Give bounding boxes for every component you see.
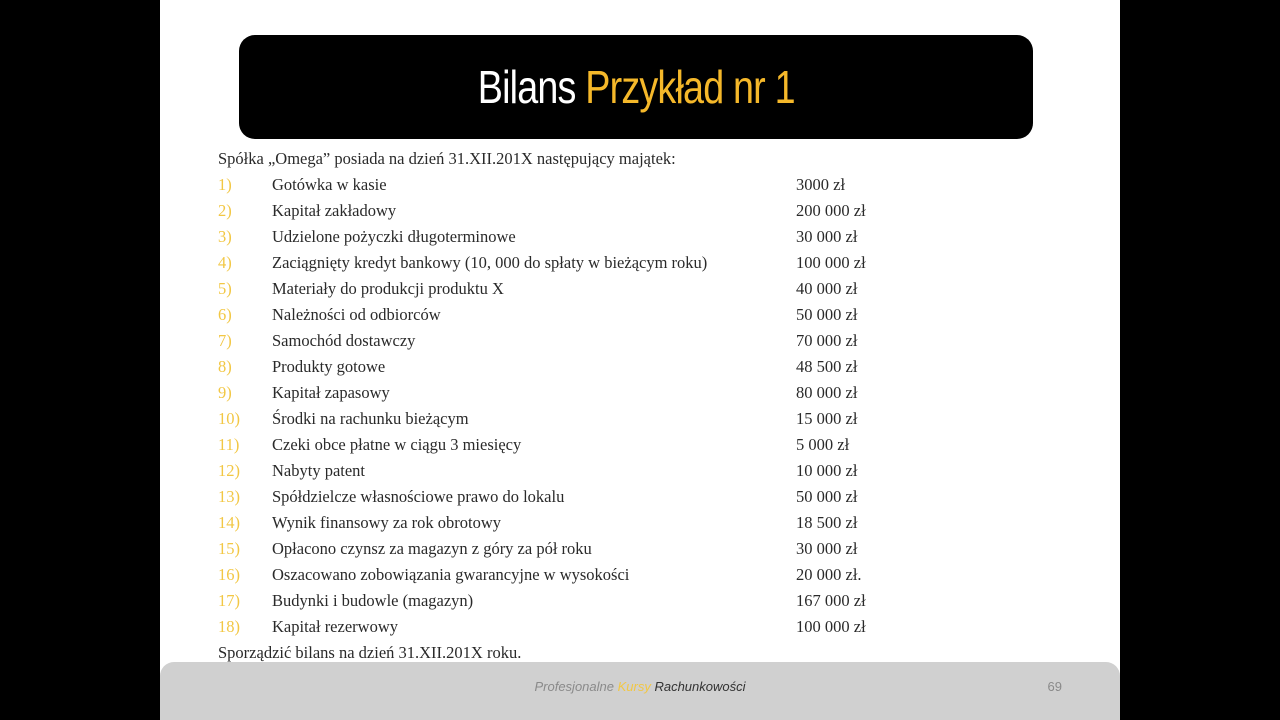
item-number: 7) bbox=[218, 331, 232, 350]
item-number: 1) bbox=[218, 175, 232, 194]
list-item bbox=[218, 224, 1078, 250]
item-value: 40 000 zł bbox=[796, 279, 858, 298]
list-item bbox=[218, 276, 1078, 302]
item-number: 3) bbox=[218, 227, 232, 246]
list-item bbox=[218, 562, 1078, 588]
item-label: Nabyty patent bbox=[272, 461, 366, 480]
item-label: Materiały do produkcji produktu X bbox=[272, 279, 504, 298]
item-number: 9) bbox=[218, 383, 232, 402]
item-value: 100 000 zł bbox=[796, 617, 866, 636]
item-label: Budynki i budowle (magazyn) bbox=[272, 591, 474, 610]
item-number: 15) bbox=[218, 539, 240, 558]
item-number: 16) bbox=[218, 565, 240, 584]
slide-title bbox=[477, 61, 795, 113]
list-item bbox=[218, 406, 1078, 432]
item-value: 167 000 zł bbox=[796, 591, 866, 610]
item-value: 5 000 zł bbox=[796, 435, 850, 454]
list-item bbox=[218, 614, 1078, 640]
item-value: 15 000 zł bbox=[796, 409, 858, 428]
item-value: 30 000 zł bbox=[796, 227, 858, 246]
list-item bbox=[218, 198, 1078, 224]
item-value: 30 000 zł bbox=[796, 539, 858, 558]
item-value: 10 000 zł bbox=[796, 461, 858, 480]
brand-word-3: Rachunkowości bbox=[650, 679, 746, 694]
item-label: Kapitał zakładowy bbox=[272, 201, 397, 220]
item-value: 80 000 zł bbox=[796, 383, 858, 402]
brand-word-1: Profesjonalne bbox=[534, 679, 618, 694]
item-value: 50 000 zł bbox=[796, 487, 858, 506]
item-number: 17) bbox=[218, 591, 240, 610]
list-item bbox=[218, 510, 1078, 536]
item-label: Środki na rachunku bieżącym bbox=[272, 409, 469, 428]
list-item bbox=[218, 536, 1078, 562]
item-label: Zaciągnięty kredyt bankowy (10, 000 do spłaty w bieżącym roku) bbox=[272, 253, 708, 272]
footer-bar bbox=[160, 662, 1120, 720]
list-item bbox=[218, 588, 1078, 614]
item-label: Kapitał rezerwowy bbox=[272, 617, 398, 636]
list-item bbox=[218, 302, 1078, 328]
item-label: Czeki obce płatne w ciągu 3 miesięcy bbox=[272, 435, 522, 454]
item-value: 100 000 zł bbox=[796, 253, 866, 272]
title-yellow-part: Przykład nr 1 bbox=[585, 61, 795, 113]
footer-brand bbox=[160, 679, 1120, 694]
page-number: 69 bbox=[1047, 679, 1062, 694]
list-item bbox=[218, 354, 1078, 380]
item-number: 6) bbox=[218, 305, 232, 324]
item-number: 12) bbox=[218, 461, 240, 480]
slide bbox=[160, 0, 1120, 720]
item-label: Opłacono czynsz za magazyn z góry za pół roku bbox=[272, 539, 592, 558]
list-item bbox=[218, 484, 1078, 510]
item-label: Kapitał zapasowy bbox=[272, 383, 390, 402]
list-item bbox=[218, 458, 1078, 484]
item-number: 5) bbox=[218, 279, 232, 298]
item-number: 2) bbox=[218, 201, 232, 220]
item-number: 14) bbox=[218, 513, 240, 532]
intro-text: Spółka „Omega” posiada na dzień 31.XII.201X następujący majątek: bbox=[218, 149, 676, 168]
item-label: Należności od odbiorców bbox=[272, 305, 441, 324]
task-text: Sporządzić bilans na dzień 31.XII.201X roku. bbox=[218, 643, 522, 662]
item-label: Produkty gotowe bbox=[272, 357, 386, 376]
item-label: Samochód dostawczy bbox=[272, 331, 416, 350]
list-item bbox=[218, 250, 1078, 276]
item-number: 4) bbox=[218, 253, 232, 272]
item-label: Oszacowano zobowiązania gwarancyjne w wysokości bbox=[272, 565, 630, 584]
item-label: Spółdzielcze własnościowe prawo do lokalu bbox=[272, 487, 565, 506]
title-white-part: Bilans bbox=[477, 61, 576, 113]
asset-list bbox=[218, 172, 1078, 640]
item-label: Udzielone pożyczki długoterminowe bbox=[272, 227, 516, 246]
list-item bbox=[218, 328, 1078, 354]
slide-content bbox=[218, 146, 1078, 666]
item-number: 10) bbox=[218, 409, 240, 428]
item-value: 50 000 zł bbox=[796, 305, 858, 324]
item-number: 18) bbox=[218, 617, 240, 636]
item-number: 8) bbox=[218, 357, 232, 376]
item-value: 20 000 zł. bbox=[796, 565, 862, 584]
item-value: 48 500 zł bbox=[796, 357, 858, 376]
list-item bbox=[218, 380, 1078, 406]
item-value: 200 000 zł bbox=[796, 201, 866, 220]
item-label: Gotówka w kasie bbox=[272, 175, 387, 194]
brand-word-2: Kursy bbox=[617, 679, 651, 694]
item-value: 18 500 zł bbox=[796, 513, 858, 532]
title-banner bbox=[239, 35, 1033, 139]
item-label: Wynik finansowy za rok obrotowy bbox=[272, 513, 502, 532]
item-number: 13) bbox=[218, 487, 240, 506]
list-item bbox=[218, 432, 1078, 458]
item-number: 11) bbox=[218, 435, 240, 454]
item-value: 3000 zł bbox=[796, 175, 846, 194]
list-item bbox=[218, 172, 1078, 198]
item-value: 70 000 zł bbox=[796, 331, 858, 350]
